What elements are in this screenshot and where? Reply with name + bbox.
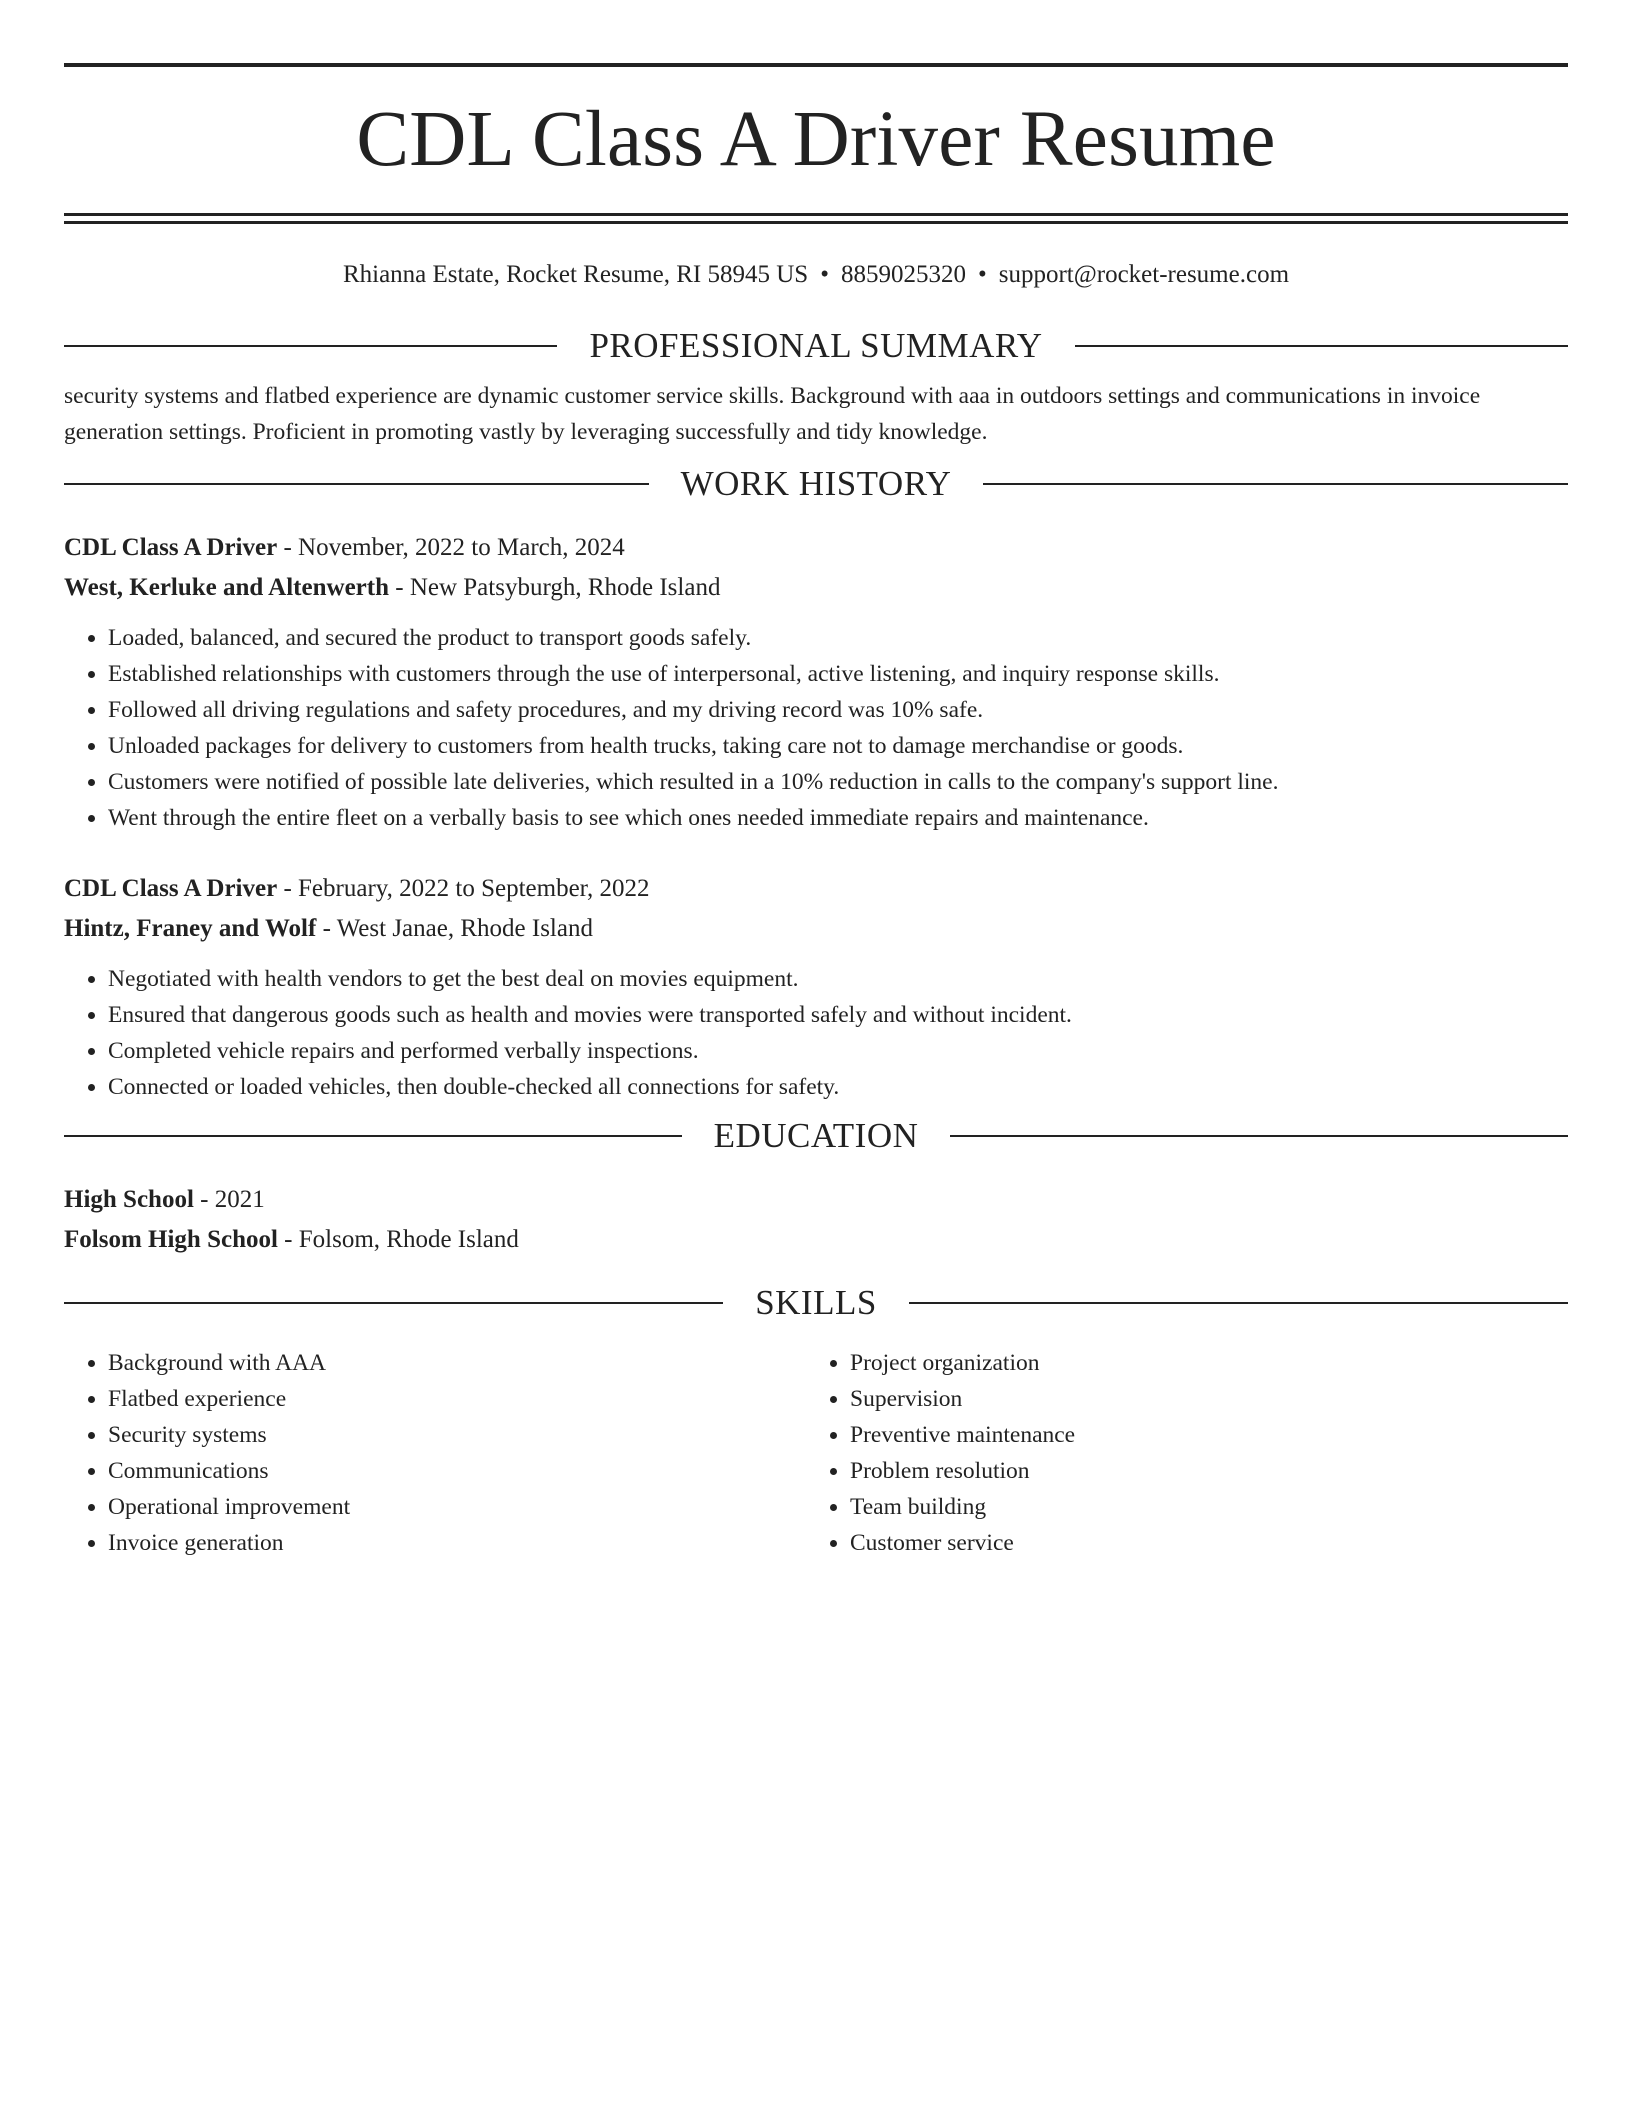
skills-column-right (806, 1345, 1548, 1561)
list-item: • Communications (108, 1453, 806, 1489)
contact-line (64, 260, 1568, 290)
job-company-line (64, 909, 1568, 949)
contact-email: support@rocket-resume.com (998, 261, 1290, 288)
job-bullets (64, 961, 1568, 1105)
list-item: • Flatbed experience (108, 1381, 806, 1417)
job-dates: - November, 2022 to March, 2024 (277, 534, 625, 561)
education-degree: High School (64, 1186, 194, 1213)
section-heading-summary (64, 326, 1568, 366)
job-title: CDL Class A Driver (64, 534, 278, 561)
skills-columns (64, 1345, 1568, 1561)
resume-title: CDL Class A Driver Resume (356, 96, 1276, 183)
contact-separator: • (977, 261, 987, 288)
top-rule (64, 63, 1568, 67)
education-degree-line (64, 1180, 1568, 1220)
section-heading-skills (64, 1283, 1568, 1323)
list-item: • Operational improvement (108, 1489, 806, 1525)
skills-list (64, 1345, 806, 1561)
section-heading-label: PROFESSIONAL SUMMARY (589, 326, 1043, 365)
contact-phone: 8859025320 (840, 261, 966, 288)
list-item: • Invoice generation (108, 1525, 806, 1561)
education-school-line (64, 1220, 1568, 1260)
education-location: - Folsom, Rhode Island (277, 1226, 519, 1253)
list-item: • Completed vehicle repairs and performed verbally inspections. (108, 1033, 1568, 1069)
title-double-rule (64, 213, 1568, 224)
heading-rule (950, 1135, 1568, 1137)
job-company-line (64, 568, 1568, 608)
heading-rule (64, 1302, 723, 1304)
list-item: • Security systems (108, 1417, 806, 1453)
list-item: • Loaded, balanced, and secured the product to transport goods safely. (108, 620, 1568, 656)
education-entry (64, 1180, 1568, 1260)
heading-rule (909, 1302, 1568, 1304)
list-item: • Preventive maintenance (850, 1417, 1548, 1453)
summary-text: security systems and flatbed experience are dynamic customer service skills. Background with aaa in outdoors settings and communications in invoice generation settings. Proficient in promoting vastly by leveraging successfully and tidy knowledge. (64, 383, 1481, 445)
job-dates: - February, 2022 to September, 2022 (277, 875, 650, 902)
job-title-line (64, 869, 1568, 909)
job-bullets (64, 620, 1568, 836)
heading-rule (64, 345, 557, 347)
list-item: • Established relationships with customers through the use of interpersonal, active listening, and inquiry response skills. (108, 656, 1568, 692)
section-heading-label: WORK HISTORY (680, 464, 952, 503)
job-company: Hintz, Franey and Wolf (64, 915, 317, 942)
job-location: - New Patsyburgh, Rhode Island (389, 574, 721, 601)
contact-address: Rhianna Estate, Rocket Resume, RI 58945 US (342, 261, 809, 288)
list-item: • Problem resolution (850, 1453, 1548, 1489)
list-item: • Supervision (850, 1381, 1548, 1417)
section-heading-education (64, 1116, 1568, 1156)
section-heading-label: EDUCATION (713, 1116, 919, 1155)
education-school: Folsom High School (64, 1226, 278, 1253)
list-item: • Project organization (850, 1345, 1548, 1381)
job-entry (64, 528, 1568, 836)
job-company: West, Kerluke and Altenwerth (64, 574, 389, 601)
list-item: • Connected or loaded vehicles, then double-checked all connections for safety. (108, 1069, 1568, 1105)
job-title: CDL Class A Driver (64, 875, 278, 902)
job-entry (64, 869, 1568, 1105)
list-item: • Team building (850, 1489, 1548, 1525)
section-heading-work-history (64, 464, 1568, 504)
education-year: - 2021 (193, 1186, 265, 1213)
heading-rule (64, 1135, 682, 1137)
job-location: - West Janae, Rhode Island (316, 915, 593, 942)
heading-rule (1075, 345, 1568, 347)
list-item: • Customers were notified of possible late deliveries, which resulted in a 10% reduction in calls to the company's support line. (108, 764, 1568, 800)
list-item: • Ensured that dangerous goods such as health and movies were transported safely and without incident. (108, 997, 1568, 1033)
list-item: • Background with AAA (108, 1345, 806, 1381)
skills-column-left (64, 1345, 806, 1561)
heading-rule (983, 483, 1568, 485)
list-item: • Unloaded packages for delivery to customers from health trucks, taking care not to damage merchandise or goods. (108, 728, 1568, 764)
list-item: • Negotiated with health vendors to get the best deal on movies equipment. (108, 961, 1568, 997)
section-heading-label: SKILLS (755, 1283, 877, 1322)
contact-separator: • (820, 261, 829, 288)
list-item: • Followed all driving regulations and safety procedures, and my driving record was 10% safe. (108, 692, 1568, 728)
job-title-line (64, 528, 1568, 568)
heading-rule (64, 483, 649, 485)
skills-list (806, 1345, 1548, 1561)
list-item: • Customer service (850, 1525, 1548, 1561)
list-item: • Went through the entire fleet on a verbally basis to see which ones needed immediate repairs and maintenance. (108, 800, 1568, 836)
